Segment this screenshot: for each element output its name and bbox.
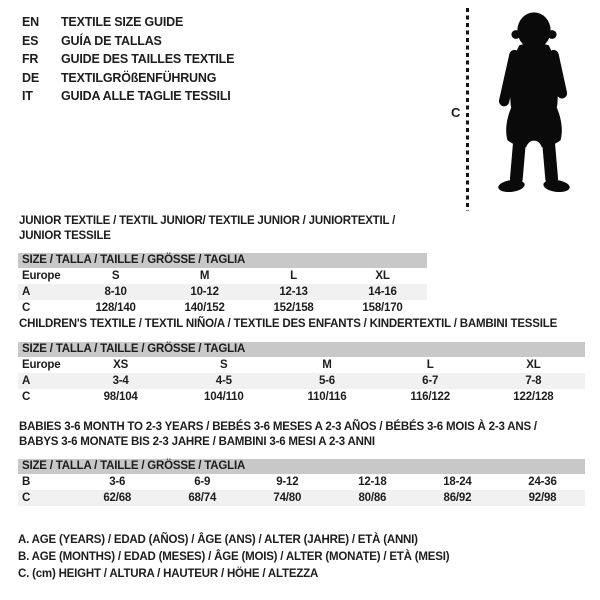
language-code: IT xyxy=(22,89,33,104)
table-row xyxy=(18,300,427,316)
language-code: ES xyxy=(22,33,39,48)
row-label: C xyxy=(22,302,31,314)
table-row xyxy=(18,474,585,490)
language-row xyxy=(22,13,234,32)
row-label: B xyxy=(22,476,31,488)
language-code: DE xyxy=(22,70,39,85)
size-cell: 152/158 xyxy=(273,302,314,314)
section-title: BABIES 3-6 MONTH TO 2-3 YEARS / BEBÉS 3-6 MESES A 2-3 AÑOS / BÉBÉS 3-6 MOIS À 2-3 ANS / xyxy=(19,421,537,433)
size-header-bar: SIZE / TALLA / TAILLE / GRÖSSE / TAGLIA xyxy=(18,459,585,474)
row-label: A xyxy=(22,286,31,298)
language-label: GUÍA DE TALLAS xyxy=(61,33,162,48)
size-cell: 24-36 xyxy=(528,476,557,488)
size-cell: 92/98 xyxy=(528,492,557,504)
table-row xyxy=(18,357,585,373)
section-title: CHILDREN'S TEXTILE / TEXTIL NIÑO/A / TEXTILE DES ENFANTS / KINDERTEXTIL / BAMBINI TESSILE xyxy=(19,318,558,330)
size-cell: 10-12 xyxy=(190,286,219,298)
size-cell: M xyxy=(199,270,210,282)
legend-line-c: C. (cm) HEIGHT / ALTURA / HAUTEUR / HÖHE / ALTEZZA xyxy=(18,567,319,580)
height-dimension-label: C xyxy=(451,105,461,120)
size-cell: 98/104 xyxy=(103,390,138,403)
table-row xyxy=(18,373,585,389)
table-row xyxy=(18,268,427,284)
size-cell: 122/128 xyxy=(513,390,554,403)
legend-line-b: B. AGE (MONTHS) / EDAD (MESES) / ÂGE (MOIS) / ALTER (MONATE) / ETÀ (MESI) xyxy=(18,550,450,563)
language-code: EN xyxy=(22,15,39,29)
height-measure-dashed-line xyxy=(466,8,469,211)
size-cell: XS xyxy=(113,358,129,371)
size-cell: L xyxy=(290,270,297,282)
size-cell: 158/170 xyxy=(362,302,403,314)
size-cell: 104/110 xyxy=(204,390,244,403)
language-row xyxy=(22,32,234,51)
row-label: C xyxy=(22,492,31,504)
babies-size-table xyxy=(18,474,585,506)
toddler-silhouette-icon xyxy=(480,9,588,210)
size-cell: XL xyxy=(375,270,390,282)
language-list xyxy=(22,13,234,106)
size-cell: S xyxy=(220,358,228,371)
legend xyxy=(18,532,449,582)
size-cell: 74/80 xyxy=(273,492,302,504)
size-cell: 80/86 xyxy=(358,492,387,504)
size-cell: 8-10 xyxy=(104,286,127,298)
size-header-bar: SIZE / TALLA / TAILLE / GRÖSSE / TAGLIA xyxy=(18,253,427,268)
size-cell: L xyxy=(426,358,434,371)
row-label: C xyxy=(22,390,31,403)
size-cell: 18-24 xyxy=(443,476,472,488)
row-label: Europe xyxy=(22,270,61,282)
size-cell: 9-12 xyxy=(276,476,299,488)
language-row xyxy=(22,87,234,106)
language-row xyxy=(22,50,234,69)
size-cell: 7-8 xyxy=(525,374,542,387)
size-cell: XL xyxy=(526,358,541,371)
language-label: GUIDE DES TAILLES TEXTILE xyxy=(61,52,235,67)
size-cell: 116/122 xyxy=(410,390,450,403)
row-label: Europe xyxy=(22,358,61,371)
size-cell: 6-7 xyxy=(422,374,439,387)
table-row xyxy=(18,490,585,506)
size-cell: 62/68 xyxy=(103,492,132,504)
size-cell: 86/92 xyxy=(443,492,472,504)
size-cell: S xyxy=(111,270,120,282)
size-cell: 14-16 xyxy=(368,286,397,298)
table-row xyxy=(18,284,427,300)
children-size-table xyxy=(18,357,585,405)
size-cell: 110/116 xyxy=(307,390,347,403)
section-children-textile xyxy=(18,317,585,405)
language-label: TEXTILE SIZE GUIDE xyxy=(61,15,184,29)
size-cell: 68/74 xyxy=(188,492,217,504)
section-title: BABYS 3-6 MONATE BIS 2-3 JAHRE / BAMBINI 3-6 MESI A 2-3 ANNI xyxy=(19,435,375,448)
size-cell: 4-5 xyxy=(215,374,232,387)
legend-line-a: A. AGE (YEARS) / EDAD (AÑOS) / ÂGE (ANS) / ALTER (JAHRE) / ETÀ (ANNI) xyxy=(18,534,418,546)
table-row xyxy=(18,389,585,405)
section-babies-textile xyxy=(18,420,585,506)
language-label: GUIDA ALLE TAGLIE TESSILI xyxy=(61,89,231,104)
section-title: JUNIOR TEXTILE / TEXTIL JUNIOR/ TEXTILE JUNIOR / JUNIORTEXTIL / JUNIOR TESSILE xyxy=(19,215,396,242)
size-cell: 128/140 xyxy=(95,302,136,314)
size-cell: 3-6 xyxy=(109,476,126,488)
size-cell: 3-4 xyxy=(112,374,129,387)
row-label: A xyxy=(22,374,31,387)
size-cell: 6-9 xyxy=(194,476,211,488)
size-cell: 12-13 xyxy=(279,286,308,298)
size-cell: M xyxy=(322,358,332,371)
size-cell: 12-18 xyxy=(358,476,387,488)
size-header-bar: SIZE / TALLA / TAILLE / GRÖSSE / TAGLIA xyxy=(18,342,585,357)
size-cell: 5-6 xyxy=(318,374,335,387)
section-junior-textile xyxy=(18,214,427,316)
height-figure xyxy=(450,5,596,215)
language-row xyxy=(22,69,234,88)
language-code: FR xyxy=(22,52,39,67)
size-cell: 140/152 xyxy=(184,302,225,314)
language-label: TEXTILGRÖßENFÜHRUNG xyxy=(61,70,217,85)
junior-size-table xyxy=(18,268,427,316)
